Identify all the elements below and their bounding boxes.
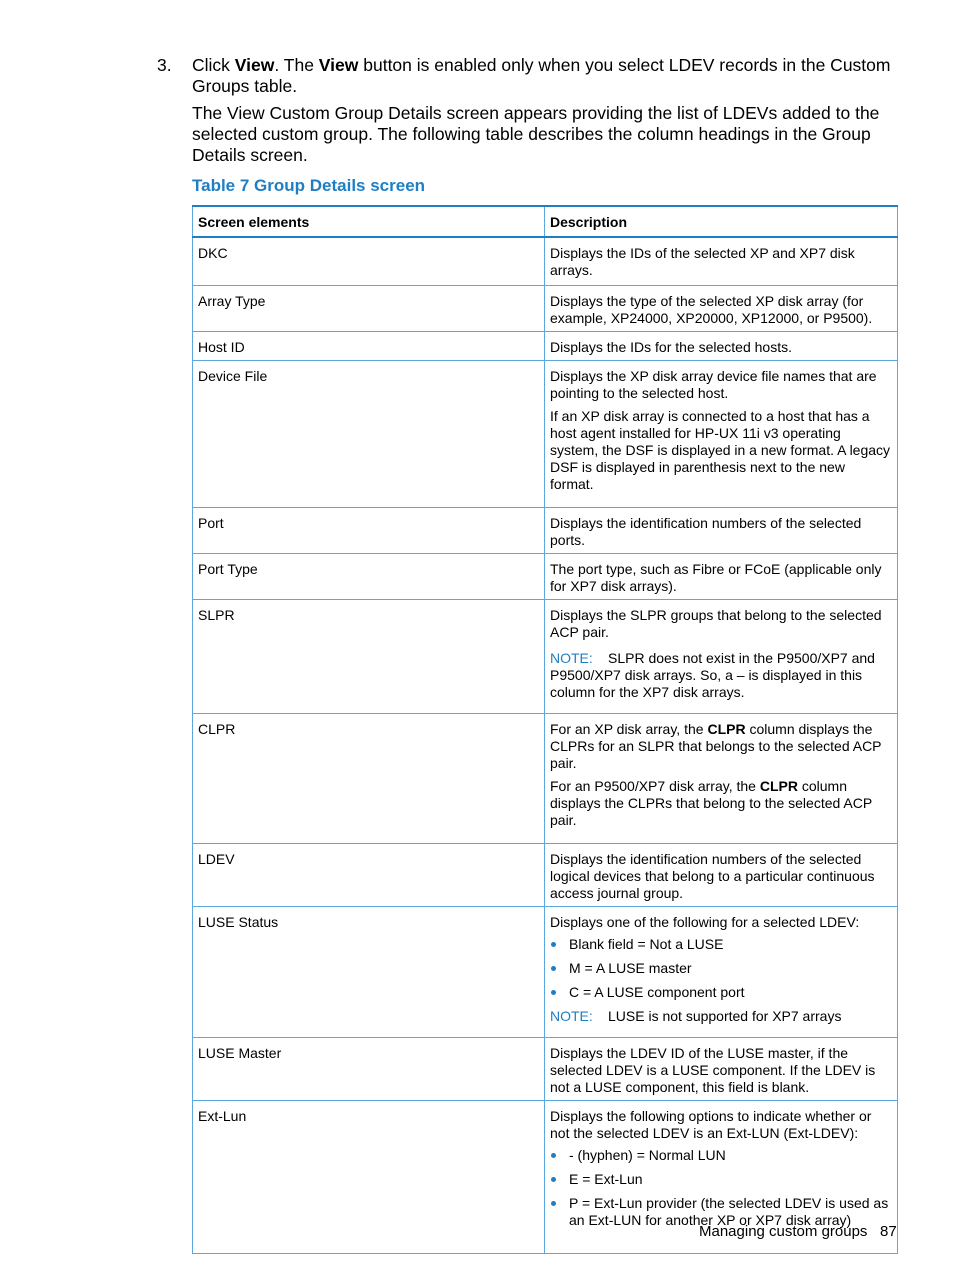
row-description (545, 360, 898, 507)
bullet-icon (551, 1201, 556, 1206)
note-text: SLPR does not exist in the P9500/XP7 and P9500/XP7 disk arrays. So, a – is displayed in this column for the XP7 disk arrays. (550, 649, 875, 700)
row-description: Displays the LDEV ID of the LUSE master, if the selected LDEV is a LUSE component. If the LDEV is not a LUSE component, this field is blank. (545, 1037, 898, 1100)
row-description (545, 906, 898, 1037)
row-name: Array Type (193, 285, 545, 331)
bullet-icon (551, 942, 556, 947)
note-label: NOTE: (550, 1007, 593, 1024)
description-paragraph: Displays one of the following for a selected LDEV: (550, 913, 860, 930)
bullet-list (550, 1147, 892, 1229)
note-text: LUSE is not supported for XP7 arrays (608, 1007, 842, 1024)
list-item (550, 1171, 892, 1188)
row-name: Device File (193, 360, 545, 507)
text-run: column displays the CLPRs for an SLPR that belongs to the selected ACP pair. (550, 720, 882, 771)
list-item (550, 936, 892, 953)
row-name: Port Type (193, 553, 545, 599)
text-run: For an P9500/XP7 disk array, the (550, 777, 760, 794)
table-row (193, 843, 898, 906)
description-paragraph: Displays the following options to indicate whether or not the selected LDEV is an Ext-LUN (Ext-LDEV): (550, 1107, 872, 1141)
row-description: Displays the IDs for the selected hosts. (545, 331, 898, 360)
row-name: Ext-Lun (193, 1100, 545, 1253)
list-item-text: M = A LUSE master (569, 959, 692, 976)
note-block (550, 650, 892, 701)
row-name: SLPR (193, 599, 545, 713)
table-row (193, 553, 898, 599)
header-description: Description (545, 206, 898, 237)
row-description: Displays the identification numbers of the selected ports. (545, 507, 898, 553)
description-paragraph: Displays the SLPR groups that belong to the selected ACP pair. (550, 606, 882, 640)
step-rest-text: button is enabled only when you select LDEV records in the Custom Groups table. (192, 55, 891, 96)
bullet-icon (551, 966, 556, 971)
clpr-term: CLPR (759, 777, 798, 794)
row-description: Displays the IDs of the selected XP and XP7 disk arrays. (545, 237, 898, 285)
step-click-text: Click (192, 55, 235, 75)
row-name: DKC (193, 237, 545, 285)
table-row (193, 906, 898, 1037)
description-paragraph: If an XP disk array is connected to a host that has a host agent installed for HP-UX 11i v3 operating system, the DSF is displayed in a new format. A legacy DSF is displayed in parenthesis next to the new format. (550, 407, 891, 492)
row-name: CLPR (193, 713, 545, 843)
description-paragraph: Displays the XP disk array device file names that are pointing to the selected host. (550, 367, 877, 401)
list-item-text: E = Ext-Lun (569, 1170, 643, 1187)
table-row (193, 360, 898, 507)
row-name: LUSE Master (193, 1037, 545, 1100)
step-number: 3. (157, 55, 172, 75)
list-item (550, 1147, 892, 1164)
list-item-text: P = Ext-Lun provider (the selected LDEV is used as an Ext-LUN for another XP or XP7 disk array) (569, 1194, 889, 1228)
step-text (192, 55, 904, 97)
table-row (193, 713, 898, 843)
row-name: LDEV (193, 843, 545, 906)
clpr-term: CLPR (707, 720, 746, 737)
list-item-text: Blank field = Not a LUSE (569, 935, 724, 952)
group-details-table (192, 205, 898, 1254)
step-mid-text: . The (274, 55, 319, 75)
row-description: Displays the identification numbers of the selected logical devices that belong to a particular continuous access journal group. (545, 843, 898, 906)
list-item (550, 960, 892, 977)
footer-section-title: Managing custom groups (699, 1223, 868, 1240)
view-term-2: View (318, 55, 359, 75)
bullet-icon (551, 990, 556, 995)
note-label: NOTE: (550, 649, 593, 666)
table-row (193, 331, 898, 360)
row-description: The port type, such as Fibre or FCoE (applicable only for XP7 disk arrays). (545, 553, 898, 599)
table-row (193, 599, 898, 713)
step-description: The View Custom Group Details screen appears providing the list of LDEVs added to the selected custom group. The following table describes the column headings in the Group Details screen. (192, 103, 880, 165)
note-block (550, 1008, 892, 1025)
row-name: Host ID (193, 331, 545, 360)
view-term: View (234, 55, 275, 75)
table-row (193, 507, 898, 553)
header-screen-elements: Screen elements (193, 206, 545, 237)
table-header-row (193, 206, 898, 237)
description-paragraph (550, 778, 892, 829)
text-run: column displays the CLPRs that belong to the selected ACP pair. (550, 777, 872, 828)
list-item-text: - (hyphen) = Normal LUN (569, 1146, 726, 1163)
bullet-icon (551, 1177, 556, 1182)
bullet-icon (551, 1153, 556, 1158)
row-description (545, 713, 898, 843)
description-paragraph (550, 721, 892, 772)
text-run: For an XP disk array, the (550, 720, 708, 737)
row-description: Displays the type of the selected XP disk array (for example, XP24000, XP20000, XP12000, or P9500). (545, 285, 898, 331)
list-item (550, 984, 892, 1001)
row-name: Port (193, 507, 545, 553)
list-item-text: C = A LUSE component port (569, 983, 745, 1000)
table-caption: Table 7 Group Details screen (192, 176, 426, 195)
bullet-list (550, 936, 892, 1001)
row-name: LUSE Status (193, 906, 545, 1037)
table-row (193, 1037, 898, 1100)
row-description (545, 599, 898, 713)
table-row (193, 285, 898, 331)
page-number: 87 (880, 1223, 897, 1240)
table-row (193, 237, 898, 285)
